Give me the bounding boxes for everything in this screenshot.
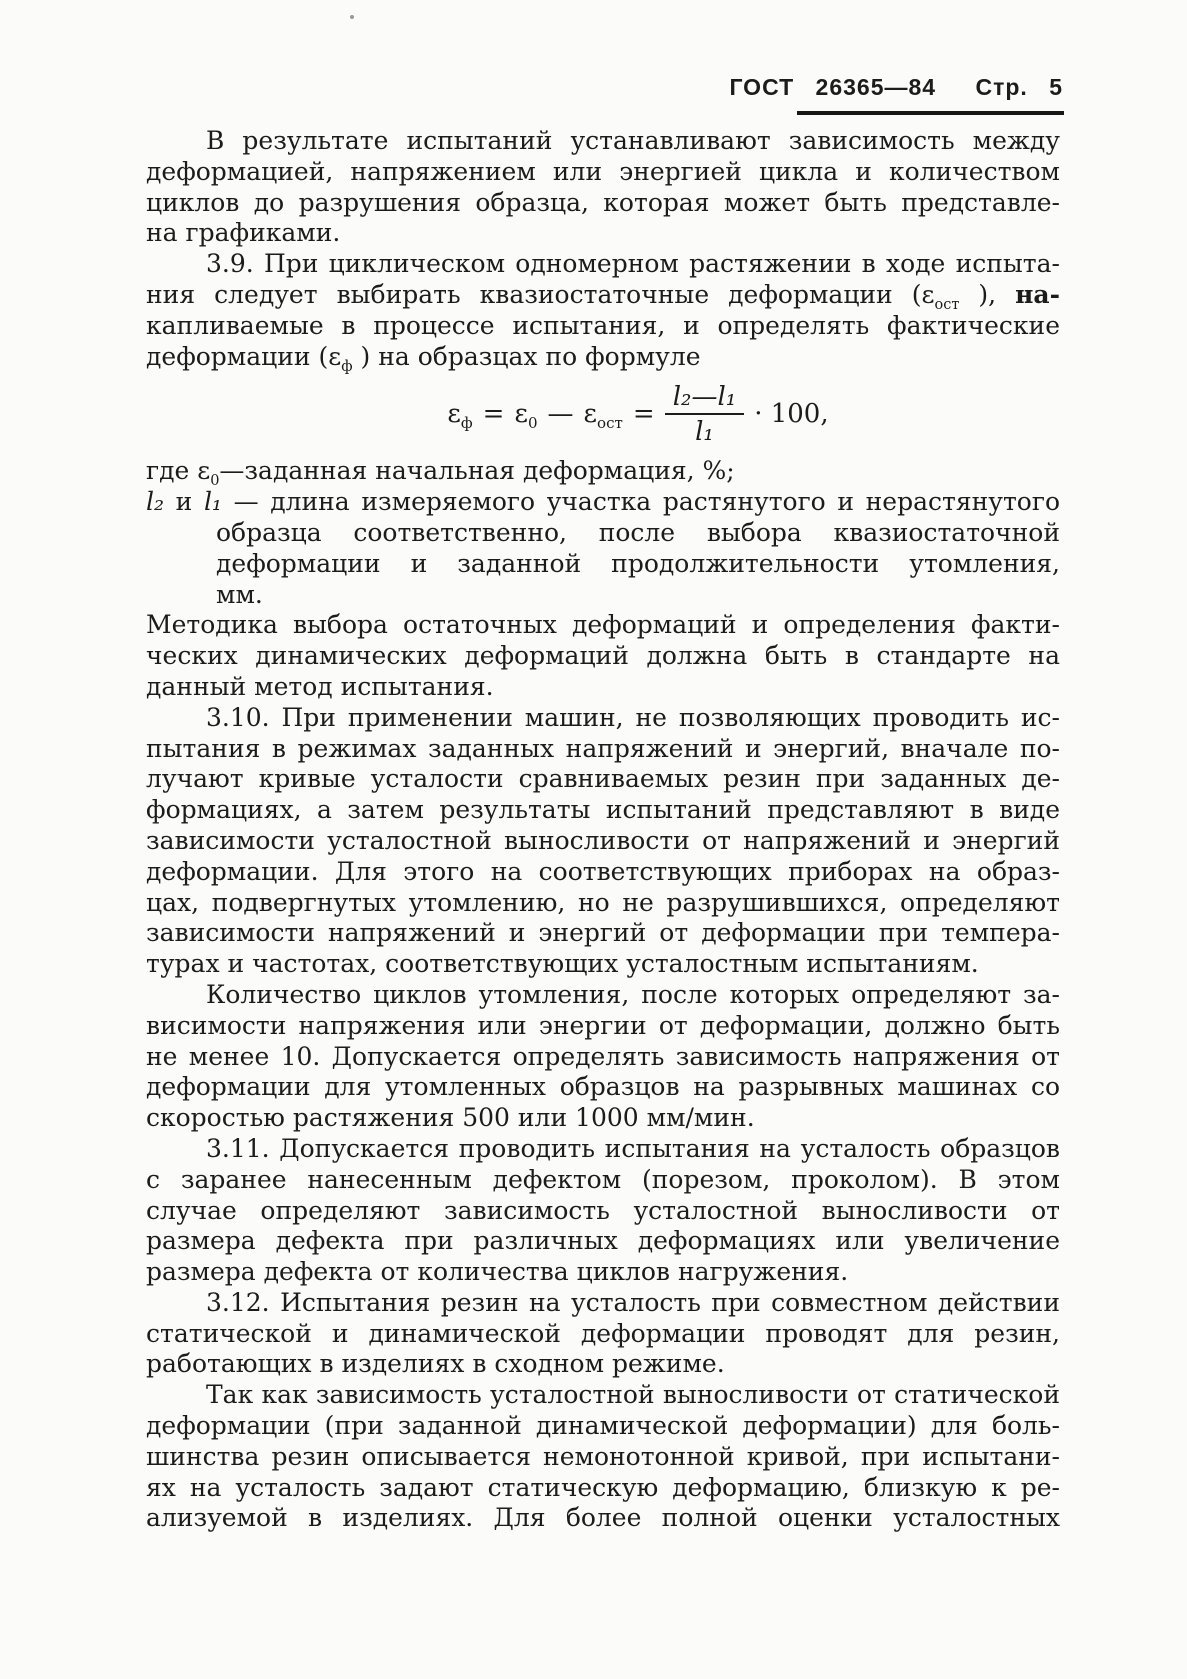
- text-line-content: ния следует выбирать квазиостаточные деформации (ε: [146, 279, 935, 309]
- page-number: 5: [1049, 74, 1063, 100]
- epsilon-subscript: ф: [341, 358, 353, 375]
- text-line-content: шинства резин описывается немонотонной кривой, при испытани-: [146, 1441, 1060, 1471]
- text-line: [146, 826, 1060, 857]
- text-line: [146, 980, 1060, 1011]
- text-line-content: 3.9. При циклическом одномерном растяжении в ходе испыта-: [206, 249, 1060, 279]
- text-line: [146, 949, 1060, 980]
- text-line-content: Так как зависимость усталостной выносливости от статической: [206, 1380, 1060, 1410]
- text-line-content: работающих в изделиях в сходном режиме.: [146, 1349, 725, 1379]
- text-line-content: 3.11. Допускается проводить испытания на усталость образцов: [206, 1133, 1060, 1163]
- text-line: [146, 218, 1060, 249]
- paragraph-intro: [146, 126, 1060, 249]
- text-line-content: ях на усталость задают статическую деформацию, близкую к ре-: [146, 1472, 1060, 1502]
- fraction-denominator: l₁: [695, 416, 714, 447]
- text-line-content: цах, подвергнутых утомлению, но не разрушившихся, определяют: [146, 887, 1060, 917]
- text-line: [146, 734, 1060, 765]
- text-line-content: размера дефекта от количества циклов нагружения.: [146, 1257, 849, 1287]
- text-line: [146, 857, 1060, 888]
- formula-tail: · 100,: [754, 398, 829, 429]
- text-line: [146, 1411, 1060, 1442]
- epsilon-subscript: ост: [934, 296, 960, 313]
- text-line: [146, 487, 1060, 518]
- text-line-content: 3.10. При применении машин, не позволяющих проводить ис-: [206, 702, 1060, 732]
- variable-l2: l₂: [146, 487, 165, 517]
- text-line-content: ализуемой в изделиях. Для более полной оценки усталостных: [146, 1503, 1060, 1533]
- paragraph-3-12: [146, 1288, 1060, 1380]
- text-line-content: —заданная начальная деформация, %;: [219, 456, 735, 486]
- text-line-content: и: [164, 487, 204, 517]
- text-line-content: Методика выбора остаточных деформаций и определения факти-: [146, 610, 1060, 640]
- paragraph-3-11: [146, 1134, 1060, 1288]
- paragraph-kolichestvo: [146, 980, 1060, 1134]
- text-line: [146, 703, 1060, 734]
- formula-term: $\varepsilon_0$: [514, 398, 538, 433]
- standard-number: ГОСТ 26365—84: [729, 74, 937, 100]
- text-line: [146, 188, 1060, 219]
- paragraph-3-10: [146, 703, 1060, 980]
- text-line: [146, 672, 1060, 703]
- text-line-content: — длина измеряемого участка растянутого и нерастянутого: [221, 487, 1061, 517]
- formula-term: $\varepsilon_ф$: [447, 398, 473, 433]
- text-line-content: где ε: [146, 456, 211, 486]
- text-line: [146, 1288, 1060, 1319]
- text-line-content: случае определяют зависимость усталостной выносливости от: [146, 1195, 1060, 1225]
- text-line: [146, 888, 1060, 919]
- text-line-content: мм.: [216, 579, 263, 609]
- text-line-content: В результате испытаний устанавливают зависимость между: [206, 126, 1060, 155]
- text-line-content: ческих динамических деформаций должна быть в стандарте на: [146, 641, 1060, 671]
- text-line: [146, 518, 1060, 549]
- minus-sign: —: [547, 398, 574, 429]
- text-line: [146, 1257, 1060, 1288]
- text-line: [146, 1165, 1060, 1196]
- text-line-content: с заранее нанесенным дефектом (порезом, проколом). В этом: [146, 1164, 1060, 1194]
- text-line: [146, 1042, 1060, 1073]
- text-line: [146, 1473, 1060, 1504]
- text-line-content: деформации и заданной продолжительности утомления,: [216, 548, 1060, 578]
- text-line: [146, 918, 1060, 949]
- variable-l1: l₁: [203, 487, 222, 517]
- text-line-content: зависимости напряжений и энергий от деформации при темпера-: [146, 918, 1060, 948]
- text-line: [146, 610, 1060, 641]
- text-line-content: образца соответственно, после выбора квазиостаточной: [216, 517, 1060, 547]
- text-line: [146, 549, 1060, 580]
- scan-artifact-dot: [350, 15, 354, 19]
- text-line-content: лучают кривые усталости сравниваемых резин при заданных де-: [146, 764, 1060, 794]
- text-line: [146, 795, 1060, 826]
- bold-fragment: на-: [1015, 279, 1060, 309]
- text-line-content: капливаемые в процессе испытания, и определять фактические: [146, 310, 1060, 340]
- text-line: [146, 1226, 1060, 1257]
- page-header: [729, 74, 1063, 101]
- text-line: [146, 1196, 1060, 1227]
- text-line-content: циклов до разрушения образца, которая может быть представле-: [146, 187, 1060, 217]
- text-line: [146, 764, 1060, 795]
- text-line-content: деформации (ε: [146, 341, 342, 371]
- text-line: [146, 1011, 1060, 1042]
- text-line: [146, 580, 1060, 611]
- text-line-content: пытания в режимах заданных напряжений и энергий, вначале по-: [146, 733, 1060, 763]
- text-line: [146, 456, 1060, 490]
- text-line-content: 3.12. Испытания резин на усталость при совместном действии: [206, 1287, 1060, 1317]
- paragraph-gde: [146, 456, 1060, 490]
- text-line-content: Количество циклов утомления, после которых определяют за-: [206, 979, 1060, 1009]
- paragraph-tak-kak: [146, 1380, 1060, 1534]
- text-line-content: турах и частотах, соответствующих усталостным испытаниям.: [146, 949, 979, 979]
- text-line-content: деформацией, напряжением или энергией цикла и количеством: [146, 156, 1060, 186]
- text-line-content: зависимости усталостной выносливости от напряжений и энергий: [146, 825, 1060, 855]
- text-line: [146, 1503, 1060, 1534]
- text-line-content: висимости напряжения или энергии от деформации, должно быть: [146, 1010, 1060, 1040]
- text-line-content: деформации. Для этого на соответствующих приборах на образ-: [146, 856, 1060, 886]
- text-line: [146, 1442, 1060, 1473]
- formula-epsilon: [146, 372, 1060, 456]
- text-line: [146, 1072, 1060, 1103]
- text-line-content: деформации для утомленных образцов на разрывных машинах со: [146, 1072, 1060, 1102]
- text-line: [146, 1103, 1060, 1134]
- paragraph-metodika: [146, 610, 1060, 702]
- text-line-content: формациях, а затем результаты испытаний представляют в виде: [146, 795, 1060, 825]
- text-line-content: данный метод испытания.: [146, 671, 494, 701]
- text-line-content: ),: [959, 279, 1016, 309]
- fraction: [665, 381, 744, 447]
- paragraph-l2-l1: [146, 487, 1060, 610]
- text-line-content: скоростью растяжения 500 или 1000 мм/мин.: [146, 1103, 755, 1133]
- text-line: [146, 641, 1060, 672]
- text-line: [146, 342, 1060, 373]
- paragraph-3-9: [146, 249, 1060, 375]
- text-line: [146, 157, 1060, 188]
- text-line-content: деформации (при заданной динамической деформации) для боль-: [146, 1411, 1060, 1441]
- text-line: [146, 1349, 1060, 1380]
- text-line: [146, 1134, 1060, 1165]
- text-line: [146, 126, 1060, 157]
- formula-term: $\varepsilon_{ост}$: [583, 398, 623, 433]
- text-line-content: ) на образцах по формуле: [352, 341, 701, 371]
- fraction-numerator: l₂—l₁: [665, 384, 744, 415]
- header-rule: [797, 111, 1064, 115]
- text-line-content: на графиками.: [146, 218, 341, 248]
- text-line-content: статической и динамической деформации проводят для резин,: [146, 1318, 1060, 1348]
- equals-sign: =: [632, 398, 655, 429]
- text-line-content: размера дефекта при различных деформациях или увеличение: [146, 1226, 1060, 1256]
- text-line: [146, 311, 1060, 342]
- page-label: Стр.: [975, 74, 1028, 100]
- epsilon-subscript: 0: [210, 473, 220, 490]
- document-body: [146, 126, 1060, 1534]
- equals-sign: =: [482, 398, 505, 429]
- text-line: [146, 249, 1060, 280]
- text-line: [146, 1380, 1060, 1411]
- text-line: [146, 1319, 1060, 1350]
- text-line: [146, 280, 1060, 311]
- text-line-content: не менее 10. Допускается определять зависимость напряжения от: [146, 1041, 1060, 1071]
